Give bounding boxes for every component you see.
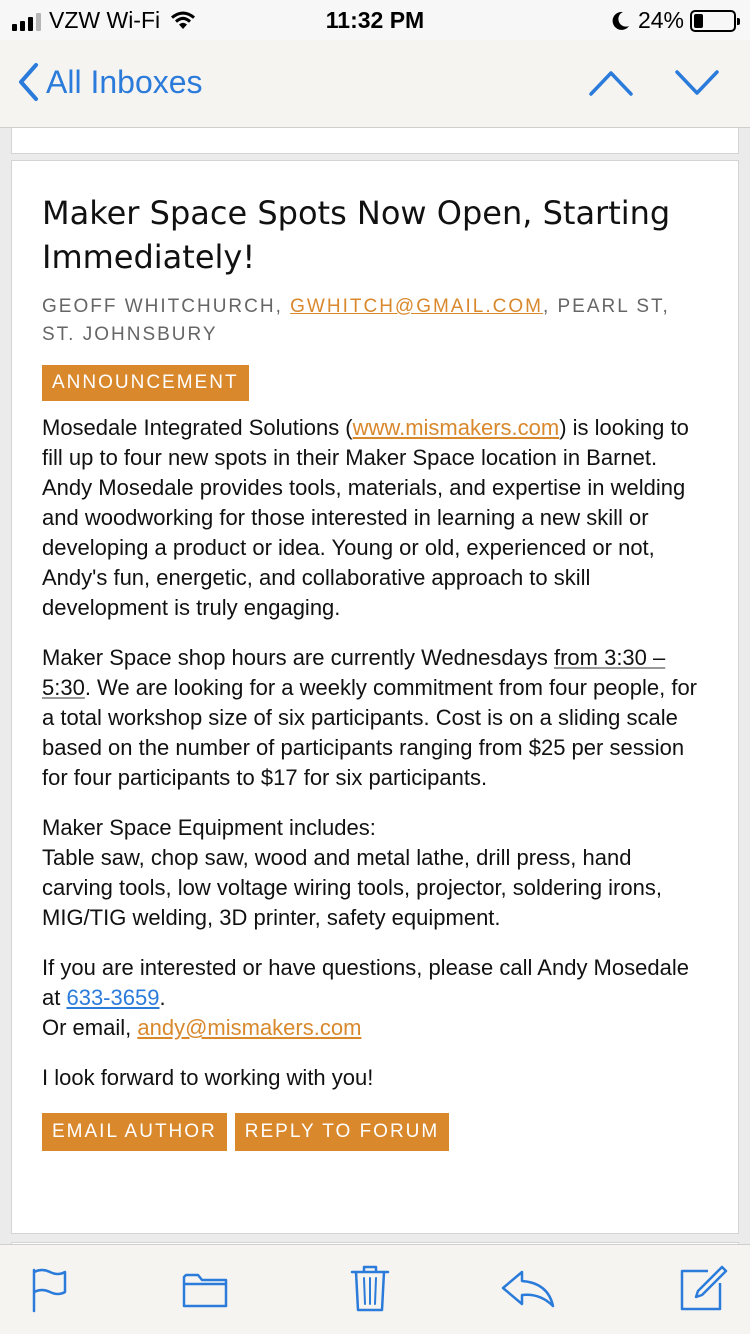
status-time: 11:32 PM [325,7,425,33]
email-author-button[interactable]: EMAIL AUTHOR [42,1113,227,1151]
phone-link[interactable]: 633-3659 [66,985,160,1010]
flag-icon [30,1267,70,1313]
post-text [42,413,708,1093]
battery-percent: 24% [637,7,684,33]
back-button[interactable] [16,62,203,102]
previous-post-card [11,128,739,154]
moon-icon [612,11,638,31]
website-link[interactable]: www.mismakers.com [352,415,560,440]
chevron-left-icon [16,62,40,102]
byline-location: , PEARL ST, ST. JOHNSBURY [42,296,670,345]
compose-icon [678,1265,728,1313]
folder-icon [182,1271,228,1309]
compose-button[interactable] [678,1265,728,1313]
reply-icon [500,1269,556,1309]
message-navigation [588,68,720,98]
paragraph-contact: If you are interested or have questions, please call Andy Mosedale at 633-3659. Or email, andy@mismakers.com [42,955,689,1040]
status-right [612,7,736,34]
message-body-scroll[interactable] [0,128,750,1244]
post-title: Maker Space Spots Now Open, Starting Immediately! [42,194,671,276]
next-message-icon[interactable] [674,68,720,98]
reply-button[interactable] [500,1269,556,1309]
paragraph-intro: Mosedale Integrated Solutions (www.mismakers.com) is looking to fill up to four new spots in their Maker Space location in Barnet. Andy Mosedale provides tools, materials, and expertise in welding and woodworking for those interested in learning a new skill or developing a product or idea. Young or old, experienced or not, Andy's fun, energetic, and collaborative approach to skill development is truly engaging. [42,415,689,620]
author-email-link[interactable]: GWHITCH@GMAIL.COM [290,296,543,317]
paragraph-hours: Maker Space shop hours are currently Wednesdays from 3:30 – 5:30. We are looking for a weekly commitment from four people, for a total workshop size of six participants. Cost is on a sliding scale based on the number of participants ranging from $25 per session for four participants to $17 for six participants. [42,645,698,790]
back-label: All Inboxes [46,63,203,100]
bottom-toolbar [0,1244,750,1334]
paragraph-equipment: Maker Space Equipment includes: Table saw, chop saw, wood and metal lathe, drill press, hand carving tools, low voltage wiring tools, projector, soldering irons, MIG/TIG welding, 3D printer, safety equipment. [42,815,662,930]
post-actions [42,1113,708,1151]
reply-to-forum-button[interactable]: REPLY TO FORUM [235,1113,449,1151]
byline-author: GEOFF WHITCHURCH, [42,296,291,317]
trash-button[interactable] [350,1263,390,1313]
battery-fill [694,14,703,28]
status-bar [0,0,750,40]
move-folder-button[interactable] [182,1271,228,1309]
paragraph-closing: I look forward to working with you! [42,1065,374,1090]
flag-button[interactable] [30,1267,70,1313]
contact-email-link[interactable]: andy@mismakers.com [137,1015,362,1040]
nav-bar [0,40,750,128]
category-badge[interactable]: ANNOUNCEMENT [42,365,249,401]
hours-time[interactable]: from 3:30 – 5:30 [42,645,666,700]
previous-message-icon[interactable] [588,68,634,98]
carrier-name: VZW Wi-Fi [49,7,161,33]
post-card [11,160,739,1234]
trash-icon [350,1263,390,1313]
post-byline [42,293,708,349]
battery-icon [690,10,736,32]
